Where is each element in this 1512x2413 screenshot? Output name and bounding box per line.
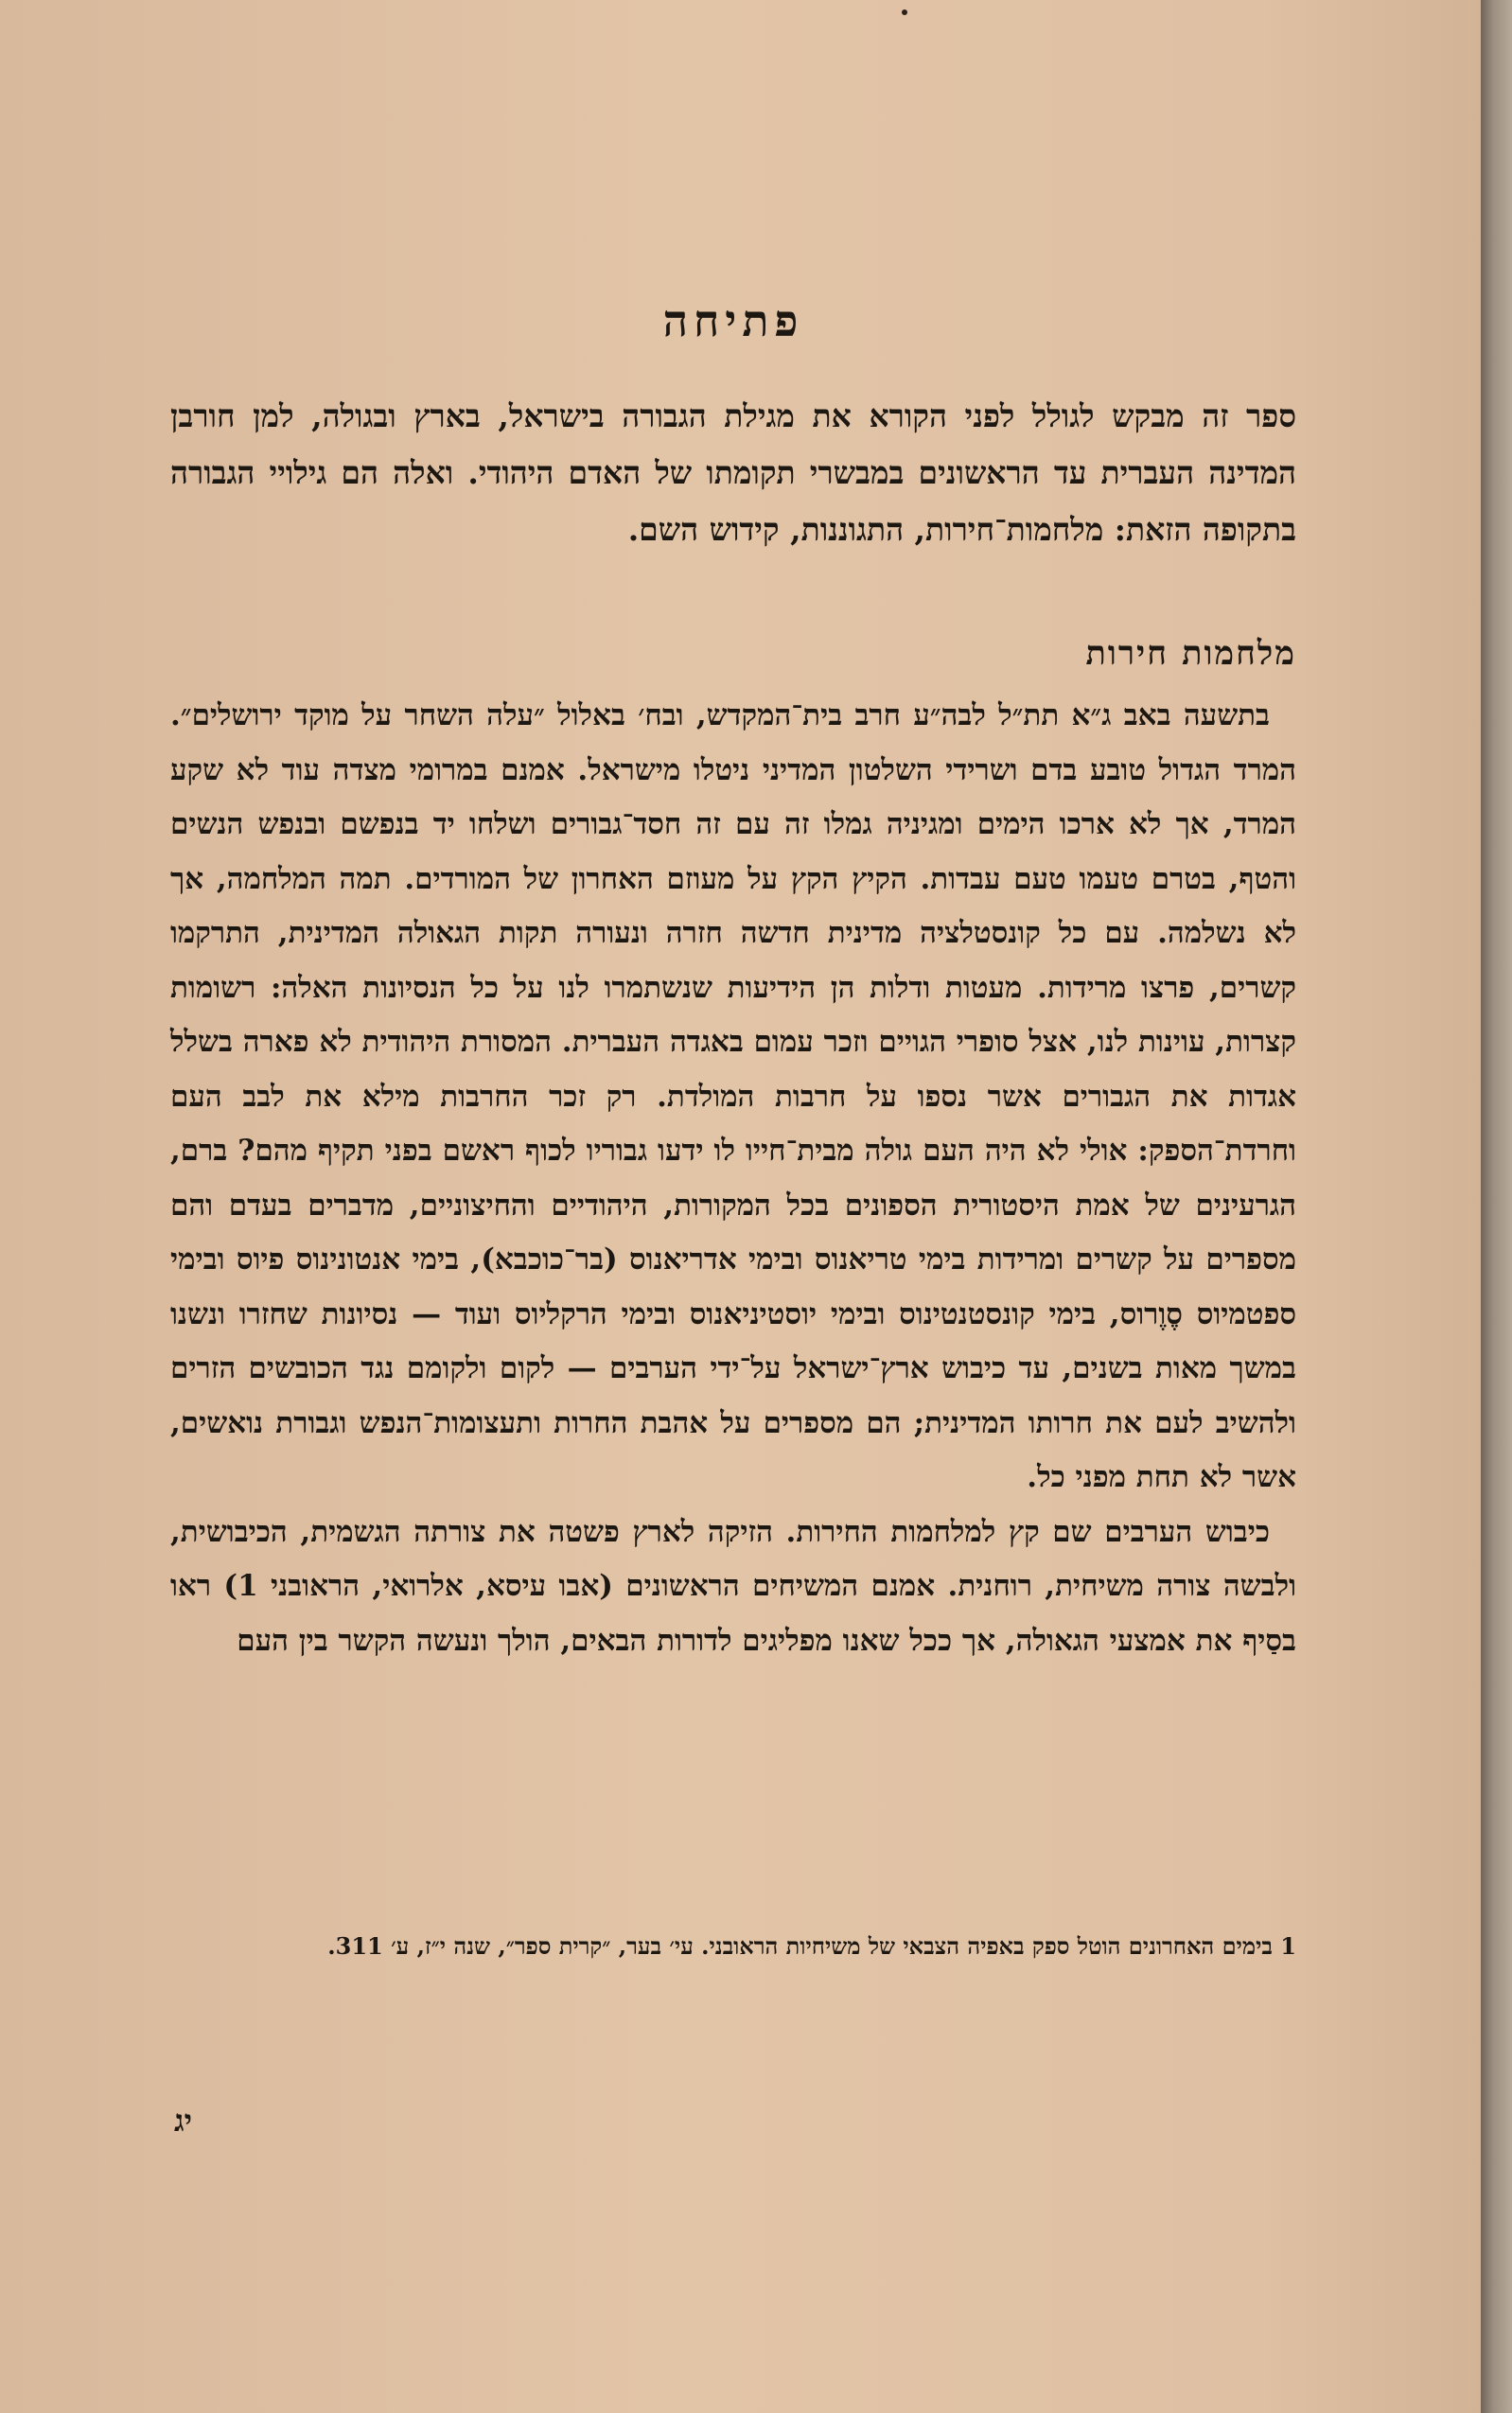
page-number: יג (174, 2103, 192, 2139)
ink-speck (902, 9, 907, 15)
section-heading: מלחמות חירות (1085, 634, 1296, 673)
binding-edge (1481, 0, 1512, 2413)
intro-paragraph: ספר זה מבקש לגולל לפני הקורא את מגילת הגבורה בישראל, בארץ ובגולה, למן חורבן המדינה העברית עד הראשונים במבשרי תקומתו של האדם היהודי. ואלה הם גילויי הגבורה בתקופה הזאת: מלחמות־חירות, התגוננות, קידוש השם. (170, 397, 1296, 548)
body-paragraph-2: כיבוש הערבים שם קץ למלחמות החירות. הזיקה לארץ פשטה את צורתה הגשמית, הכיבושית, ולבשה צורה משיחית, רוחנית. אמנם המשיחים הראשונים (אבו עיסא, אלרואי, הראובני 1) ראו בסַיף את אמצעי הגאולה, אך ככל שאנו מפליגים לדורות הבאים, הולך ונעשה הקשר בין העם (170, 1514, 1297, 1658)
body-text (170, 689, 1296, 1668)
footnote: 1 בימים האחרונים הוטל ספק באפיה הצבאי של משיחיות הראובני. עי׳ בער, ״קרית ספר״, שנה י״ז, ע׳ 311. (327, 1932, 1296, 1960)
page-title: פתיחה (662, 295, 804, 346)
body-paragraph-1: בתשעה באב ג״א תת״ל לבה״ע חרב בית־המקדש, ובח׳ באלול ״עלה השחר על מוקד ירושלים״. המרד הגדול טובע בדם ושרידי השלטון המדיני ניטלו מישראל. אמנם במרומי מצדה עוד לא שקע המרד, אך לא ארכו הימים ומגיניה גמלו זה עם זה חסד־גבורים ושלחו יד בנפשם ובנפש הנשים והטף, בטרם טעמו טעם עבדות. הקיץ הקץ על מעוזם האחרון של המורדים. תמה המלחמה, אך לא נשלמה. עם כל קונסטלציה מדינית חדשה חזרה ונעורה תקות הגאולה המדינית, התרקמו קשרים, פרצו מרידות. מעטות ודלות הן הידיעות שנשתמרו לנו על כל הנסיונות האלה: רשומות קצרות, עוינות לנו, אצל סופרי הגויים וזכר עמום באגדה העברית. המסורת היהודית לא פארה בשלל אגדות את הגבורים אשר נספו על חרבות המולדת. רק זכר החרבות מילא את לבב העם וחרדת־הספק: אולי לא היה העם גולה מבית־חייו לו ידעו גבוריו לכוף ראשם בפני תקיף מהם? ברם, הגרעינים של אמת היסטורית הספונים בכל המקורות, היהודיים והחיצוניים, מדברים בעדם והם מספרים על קשרים ומרידות בימי טריאנוס ובימי אדריאנוס (בר־כוכבא), בימי אנטונינוס פיוס ובימי ספטמיוס סֶוֶרוס, בימי קונסטנטינוס ובימי יוסטיניאנוס ובימי הרקליוס ועוד — נסיונות שחזרו ונשנו במשך מאות בשנים, עד כיבוש ארץ־ישראל על־ידי הערבים — לקום ולקומם נגד הכובשים הזרים ולהשיב לעם את חרותו המדינית; הם מספרים על אהבת החרות ותעצומות־הנפש וגבורת נואשים, אשר לא תחת מפני כל. (170, 698, 1296, 1494)
